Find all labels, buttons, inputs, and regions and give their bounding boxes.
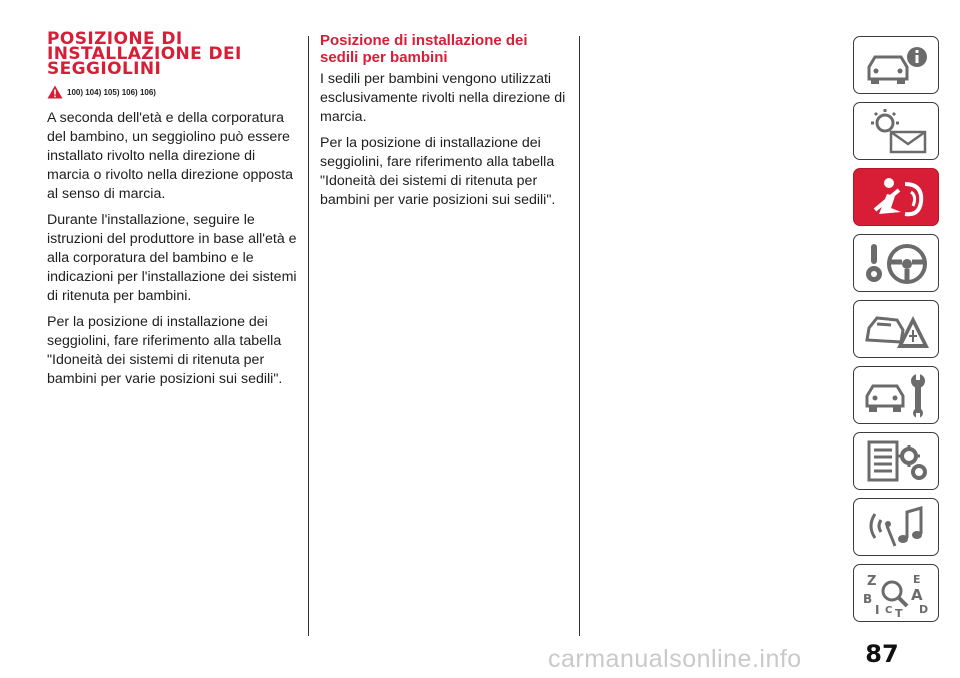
- chapter-tab-lights-mail[interactable]: [853, 102, 939, 160]
- chapter-tab-multimedia[interactable]: [853, 498, 939, 556]
- checklist-gears-icon: [861, 438, 931, 484]
- chapter-tab-index[interactable]: [853, 564, 939, 622]
- chapter-tab-car-info[interactable]: [853, 36, 939, 94]
- svg-text:C: C: [885, 605, 893, 616]
- chapter-tab-safety[interactable]: [853, 168, 939, 226]
- alphabet-index-icon: [861, 569, 931, 617]
- svg-text:A: A: [911, 586, 923, 604]
- antenna-music-icon: [861, 504, 931, 550]
- page-number: 87: [865, 640, 899, 668]
- chapter-tab-controls[interactable]: [853, 234, 939, 292]
- car-crash-warning-icon: [861, 306, 931, 352]
- chapter-tab-maintenance[interactable]: [853, 366, 939, 424]
- key-steering-wheel-icon: [861, 240, 931, 286]
- svg-text:T: T: [895, 607, 903, 617]
- watermark: carmanualsonline.info: [548, 645, 802, 673]
- paragraph: A seconda dell'età e della corporatura del bambino, un seggiolino può essere installato rivolto nella direzione di marcia o rivolto nella direzione opposta al senso di marcia.: [47, 110, 294, 202]
- chapter-tab-emergency[interactable]: [853, 300, 939, 358]
- svg-text:Z: Z: [867, 574, 877, 589]
- svg-text:B: B: [863, 592, 873, 606]
- lights-mail-icon: [861, 108, 931, 154]
- warning-references: [47, 85, 297, 99]
- paragraph: I sedili per bambini vengono utilizzati esclusivamente rivolti nella direzione di marcia.: [320, 71, 566, 125]
- svg-text:E: E: [913, 573, 921, 586]
- subsection-title: Posizione di installazione dei sedili per bambini: [320, 32, 528, 66]
- car-wrench-icon: [861, 372, 931, 418]
- column-divider: [579, 36, 580, 636]
- right-column: [320, 32, 568, 217]
- paragraph: Per la posizione di installazione dei seggiolini, fare riferimento alla tabella "Idoneità dei sistemi di ritenuta per bambini per varie posizioni sui sedili".: [320, 135, 556, 208]
- section-title: POSIZIONE DI INSTALLAZIONE DEI SEGGIOLINI: [47, 29, 242, 79]
- left-column: [47, 29, 297, 396]
- warning-triangle-icon: [47, 85, 63, 99]
- chapter-tab-specifications[interactable]: [853, 432, 939, 490]
- airbag-seatbelt-icon: [861, 174, 931, 220]
- paragraph: Durante l'installazione, seguire le istruzioni del produttore in base all'età e alla corporatura del bambino e le indicazioni per l'installazione dei sistemi di ritenuta per bambini.: [47, 212, 297, 304]
- paragraph: Per la posizione di installazione dei seggiolini, fare riferimento alla tabella "Idoneità dei sistemi di ritenuta per bambini per varie posizioni sui sedili".: [47, 314, 283, 387]
- car-info-icon: [861, 43, 931, 87]
- warning-refs-text: 100) 104) 105) 106) 106): [67, 87, 156, 97]
- svg-text:I: I: [875, 603, 880, 617]
- svg-text:D: D: [919, 603, 929, 616]
- column-divider: [308, 36, 309, 636]
